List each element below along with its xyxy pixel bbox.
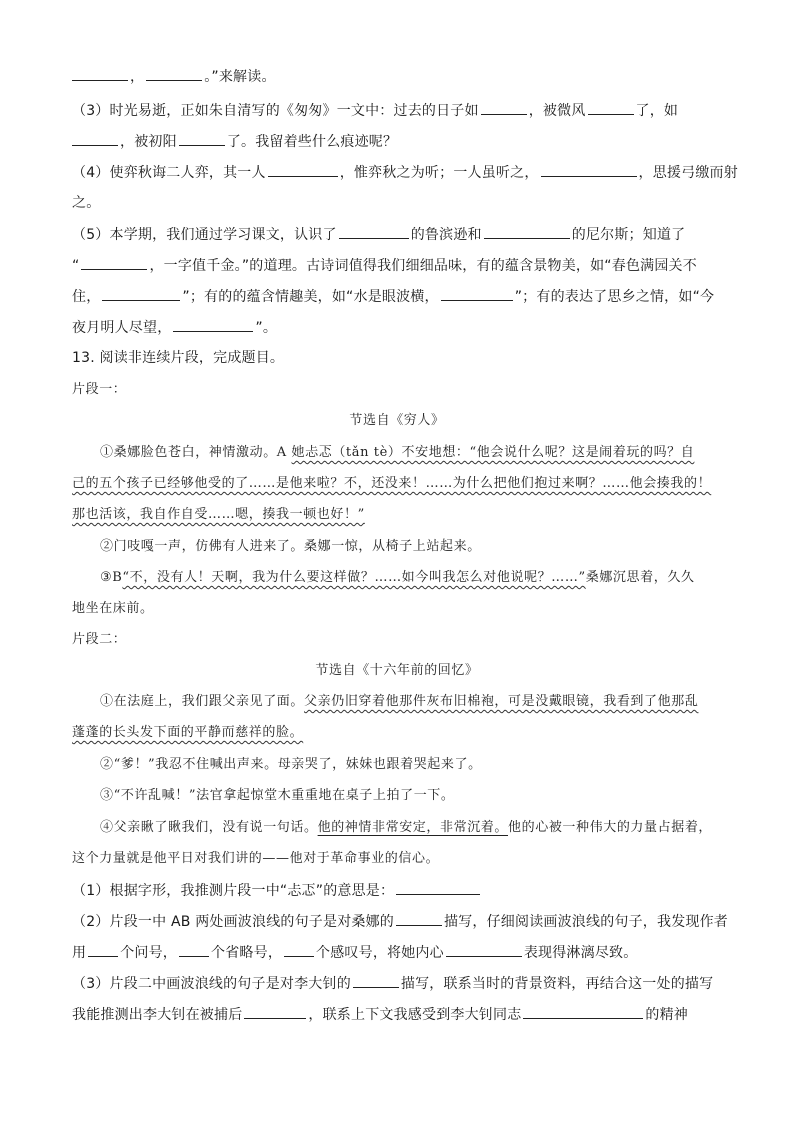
q3-line-1	[72, 100, 722, 121]
answer-blank[interactable]	[588, 100, 634, 115]
text: （3）片段二中画波浪线的句子是对李大钊的	[72, 976, 351, 992]
fragment-2-para-4-end	[72, 849, 722, 869]
underlined-sentence: 他的神情非常安定，非常沉着。	[317, 820, 509, 835]
sub-question-2-line-1	[72, 911, 728, 932]
text: 桑娜沉思着，久久	[585, 570, 695, 585]
text: ，被初阳	[120, 134, 177, 150]
wavy-sentence: 蓬蓬的长头发下面的平静而慈祥的脸。	[72, 725, 304, 740]
answer-blank[interactable]	[173, 317, 253, 332]
text: ④父亲瞅了瞅我们，没有说一句话。	[100, 820, 318, 835]
fragment-2-label	[72, 630, 722, 650]
fragment-2-para-1-cont	[72, 723, 722, 743]
text: 。”来解读。	[204, 69, 276, 85]
text: ”；有的的蕴含情趣美，如“水是眼波横，	[182, 289, 439, 305]
answer-blank[interactable]	[441, 286, 513, 301]
text: ①桑娜脸色苍白，神情激动。A	[100, 445, 292, 460]
sub-question-2-line-2	[72, 942, 722, 963]
wavy-sentence-b: “不，没有人！天啊，我为什么要这样做？……如今叫我怎么对他说呢？……”	[122, 570, 586, 585]
fragment-1-para-1-cont	[72, 474, 722, 494]
text: 用	[72, 945, 87, 961]
sub-question-3-line-1	[72, 973, 722, 994]
text: 表现得淋漓尽致。	[523, 945, 638, 961]
answer-blank[interactable]	[244, 1004, 306, 1019]
answer-blank[interactable]	[396, 880, 480, 895]
text: 13. 阅读非连续片段，完成题目。	[72, 350, 285, 366]
text: ，联系上下文我感受到李大钊同志	[308, 1007, 522, 1023]
text: 的鲁滨逊和	[410, 227, 482, 243]
text: 节选自《穷人》	[349, 413, 445, 428]
text: （3）时光易逝，正如朱自清写的《匆匆》一文中：过去的日子如	[72, 103, 479, 119]
text: 地坐在床前。	[72, 601, 154, 616]
answer-blank[interactable]	[446, 942, 522, 957]
text: ，思援弓缴而射	[638, 165, 738, 181]
text: ，一字值千金。”的道理。古诗词值得我们细细品味，有的蕴含景物美，如“春色满园关不	[149, 258, 697, 274]
fragment-2-para-4	[100, 818, 730, 838]
answer-blank[interactable]	[72, 66, 128, 81]
fragment-1-title	[72, 411, 722, 431]
text: 了，如	[635, 103, 679, 119]
answer-blank[interactable]	[484, 224, 570, 239]
text: ，被微风	[528, 103, 586, 119]
q5-line-2	[72, 255, 722, 276]
fragment-1-label	[72, 380, 722, 400]
answer-blank[interactable]	[146, 66, 202, 81]
q4-line-1	[72, 162, 738, 183]
fragment-2-para-1	[100, 692, 730, 712]
text: （4）使弈秋诲二人弈，其一人	[72, 165, 266, 181]
answer-blank[interactable]	[179, 942, 209, 957]
text: 片段二：	[72, 632, 127, 647]
answer-blank[interactable]	[353, 973, 399, 988]
answer-blank[interactable]	[81, 255, 147, 270]
answer-blank[interactable]	[339, 224, 409, 239]
fragment-1-para-3	[100, 568, 730, 588]
text: ③“不许乱喊！”法官拿起惊堂木重重地在桌子上拍了一下。	[100, 788, 455, 803]
text: 他的心被一种伟大的力量占据着，	[508, 820, 713, 835]
answer-blank[interactable]	[88, 942, 118, 957]
answer-blank[interactable]	[179, 131, 225, 146]
text: （5）本学期，我们通过学习课文，认识了	[72, 227, 337, 243]
text: 节选自《十六年前的回忆》	[315, 663, 479, 678]
text: ”。	[255, 320, 278, 336]
wavy-sentence: 父亲仍旧穿着他那件灰布旧棉袍，可是没戴眼镜，我看到了他那乱	[304, 694, 699, 709]
q5-line-4	[72, 317, 722, 338]
text: 我能推测出李大钊在被捕后	[72, 1007, 243, 1023]
text: 了。我留着些什么痕迹呢？	[226, 134, 398, 150]
text: （2）片段一中 AB 两处画波浪线的句子是对桑娜的	[72, 914, 394, 930]
text: “	[72, 258, 80, 274]
wavy-sentence-a: 她忐忑（tǎn tè）不安地想：“他会说什么呢？这是闹着玩的吗？自	[291, 445, 695, 460]
q5-line-3	[72, 286, 722, 307]
answer-blank[interactable]	[481, 100, 527, 115]
text: 之。	[72, 195, 101, 211]
wavy-sentence-a: 己的五个孩子已经够他受的了……是他来啦？不，还没来！……为什么把他们抱过来啊？……他会揍我的！	[72, 476, 712, 491]
answer-blank[interactable]	[268, 162, 338, 177]
text: 夜月明人尽望，	[72, 320, 172, 336]
q3-line-2	[72, 131, 722, 152]
sub-question-3-line-2	[72, 1004, 722, 1025]
q13-heading	[72, 348, 722, 368]
text: ②门吱嘎一声，仿佛有人进来了。桑娜一惊，从椅子上站起来。	[100, 539, 481, 554]
text: ，惟弈秋之为听；一人虽听之，	[339, 165, 539, 181]
answer-blank[interactable]	[72, 131, 118, 146]
answer-blank[interactable]	[284, 942, 314, 957]
q5-line-1	[72, 224, 722, 245]
fragment-1-para-1	[100, 443, 730, 463]
answer-blank[interactable]	[523, 1004, 643, 1019]
text: 个问号，	[120, 945, 178, 961]
fragment-1-para-2	[100, 537, 730, 557]
answer-blank[interactable]	[396, 911, 442, 926]
fragment-2-para-2	[100, 755, 730, 775]
sub-question-1	[72, 880, 722, 901]
text: 的精神	[645, 1007, 689, 1023]
text: （1）根据字形，我推测片段一中“忐忑”的意思是：	[72, 883, 395, 899]
text: 住，	[72, 289, 101, 305]
text: 片段一：	[72, 382, 127, 397]
text: 描写，仔细阅读画波浪线的句子，我发现作者	[444, 914, 728, 930]
fragment-1-para-1-end	[72, 505, 722, 525]
fragment-2-title	[72, 661, 722, 681]
text: ③B	[100, 570, 123, 585]
text: ”；有的表达了思乡之情，如“今	[514, 289, 715, 305]
q2-tail-line: ， 。”来解读。	[72, 66, 722, 87]
text: ①在法庭上，我们跟父亲见了面。	[100, 694, 305, 709]
text: 个省略号，	[211, 945, 283, 961]
text: 的尼尔斯；知道了	[571, 227, 686, 243]
text: 描写，联系当时的背景资料，再结合这一处的描写	[400, 976, 714, 992]
answer-blank[interactable]	[541, 162, 637, 177]
q4-line-2	[72, 193, 722, 213]
answer-blank[interactable]	[102, 286, 180, 301]
fragment-1-para-3-end	[72, 599, 722, 619]
text: 这个力量就是他平日对我们讲的——他对于革命事业的信心。	[72, 851, 440, 866]
fragment-2-para-3	[100, 786, 730, 806]
wavy-sentence-a: 那也活该，我自作自受……嗯，揍我一顿也好！”	[72, 507, 365, 522]
text: 个感叹号，将她内心	[316, 945, 444, 961]
text: ②“爹！”我忍不住喊出声来。母亲哭了，妹妹也跟着哭起来了。	[100, 757, 482, 772]
